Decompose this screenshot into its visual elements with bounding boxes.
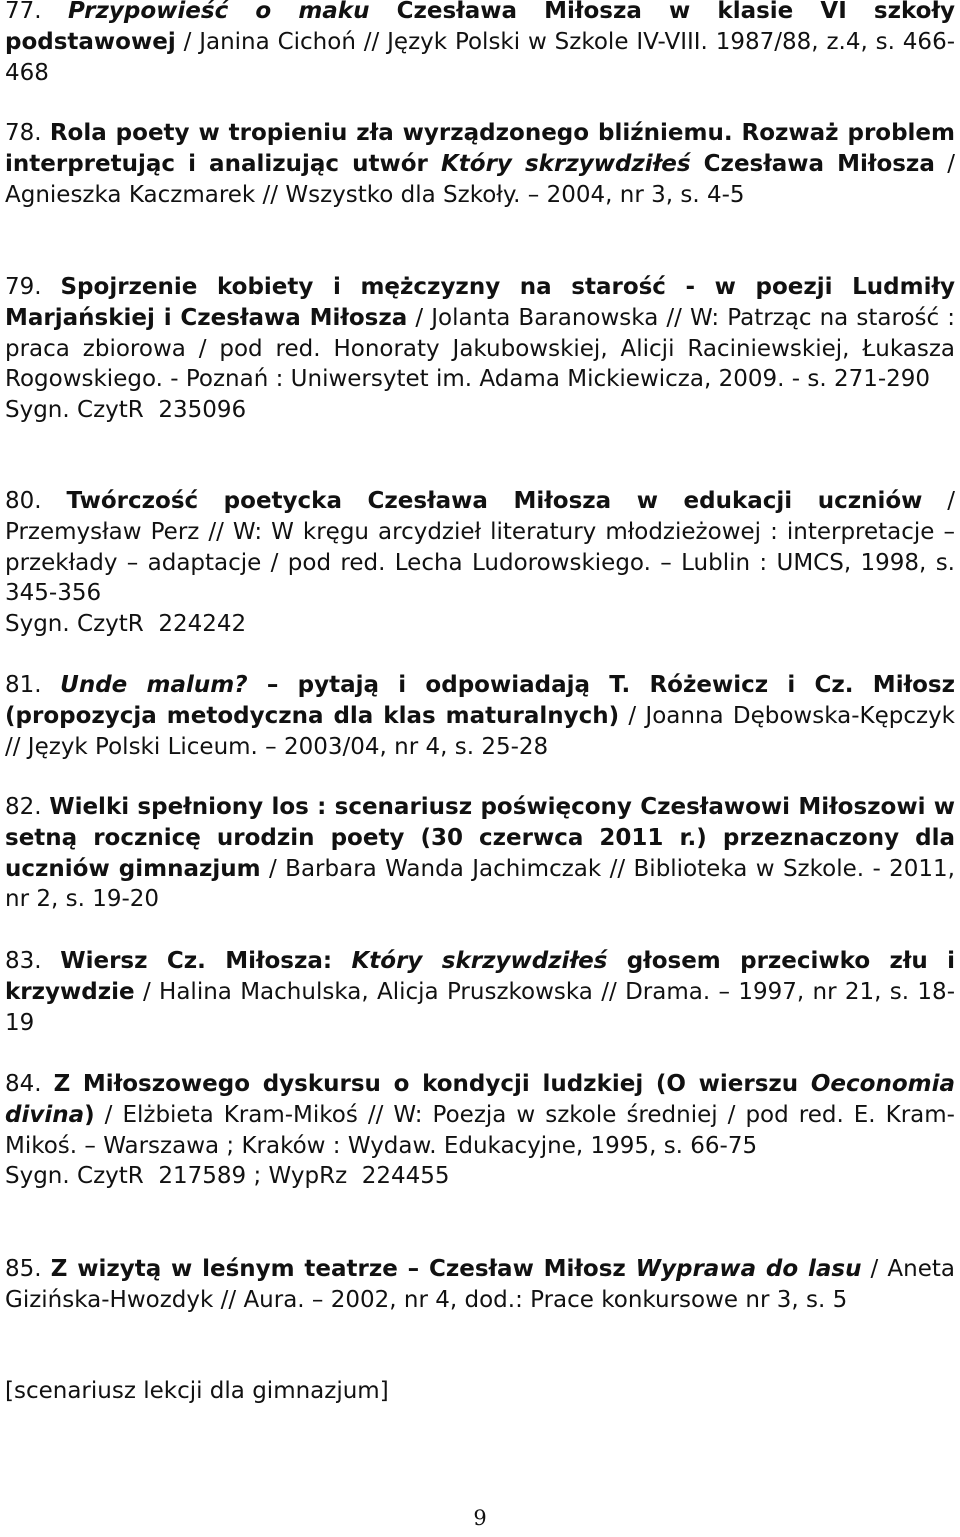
entry-title-italic: Przypowieść o maku [68,0,370,24]
entry-title-italic: Oeconomia divina [5,1071,955,1128]
entry-details: / Elżbieta Kram-Mikoś // W: Poezja w szkole średniej / pod red. E. Kram-Mikoś. – Warszawa ; Kraków : Wydaw. Edukacyjne, 1995, s. 66-75 [5,1101,955,1159]
entry-title: Rola poety w tropieniu zła wyrządzonego bliźniemu. Rozważ problem interpretując i analizując utwór [5,120,955,177]
entry-number: 77. [5,0,42,24]
entry-number: 78. [5,120,42,146]
entry-title: Twórczość poetycka Czesława Miłosza w edukacji uczniów [66,488,923,514]
entry-number: 82. [5,794,42,820]
page-number: 9 [473,1506,487,1530]
bibliography-entry-84 [5,1069,955,1192]
entry-details: / Jolanta Baranowska // W: Patrząc na starość : praca zbiorowa / pod red. Honoraty Jakubowskiej, Alicji Raciniewskiej, Łukasza Rogowskiego. - Poznań : Uniwersytet im. Adama Mickiewicza, 2009. - s. 271-290 [5,304,956,393]
bibliography-entry-83 [5,946,955,1038]
entry-title: – pytają i odpowiadają T. Różewicz i Cz. Miłosz (propozycja metodyczna dla klas maturalnych) [5,672,955,729]
entry-title: Czesława Miłosza w klasie VI szkoły podstawowej [5,0,955,55]
entry-details: / Przemysław Perz // W: W kręgu arcydzieł literatury młodzieżowej : interpretacje – przekłady – adaptacje / pod red. Lecha Ludorowskiego. – Lublin : UMCS, 1998, s. 345-356 [5,488,956,607]
entry-title: Spojrzenie kobiety i mężczyzny na starość - w poezji Ludmiły Marjańskiej i Czesława Miłosza [5,274,956,331]
entry-title-italic: Który skrzywdziłeś [351,948,608,974]
call-number: Sygn. CzytR 217589 ; WypRz 224455 [5,1163,450,1190]
entry-details: / Aneta Gizińska-Hwozdyk // Aura. – 2002, nr 4, dod.: Prace konkursowe nr 3, s. 5 [5,1256,955,1313]
entry-number: 85. [5,1256,42,1282]
entry-title-italic: Unde malum? [60,672,248,698]
bibliography-entry-81 [5,670,955,762]
entry-number: 84. [5,1071,42,1097]
entry-number: 79. [5,274,42,300]
call-number: Sygn. CzytR 235096 [5,397,247,424]
entry-title-cont: głosem przeciwko złu i krzywdzie [5,948,956,1005]
bibliography-entry-79 [5,272,955,426]
entry-details: / Halina Machulska, Alicja Pruszkowska // Drama. – 1997, nr 21, s. 18-19 [5,978,955,1036]
entry-details: / Agnieszka Kaczmarek // Wszystko dla Szkoły. – 2004, nr 3, s. 4-5 [5,150,955,208]
entry-title-cont: Czesława Miłosza [690,150,935,177]
bibliography-entry-77 [5,0,955,88]
entry-title: Wielki spełniony los : scenariusz poświęcony Czesławowi Miłoszowi w setną rocznicę urodzin poety (30 czerwca 2011 r.) przeznaczony dla uczniów gimnazjum [5,794,956,882]
entry-number: 81. [5,672,42,698]
entry-number: 80. [5,488,42,514]
call-number: Sygn. CzytR 224242 [5,611,247,638]
entry-number: 83. [5,948,42,974]
entry-details: / Janina Cichoń // Język Polski w Szkole IV-VIII. 1987/88, z.4, s. 466-468 [5,28,955,86]
bibliography-entry-82 [5,792,955,915]
entry-title-italic: Który skrzywdziłeś [440,150,691,177]
entry-details: / Joanna Dębowska-Kępczyk // Język Polski Liceum. – 2003/04, nr 4, s. 25-28 [5,702,956,760]
bibliography-entry-78 [5,118,955,210]
bibliography-entry-85 [5,1254,955,1316]
bibliography-entry-80 [5,486,955,640]
entry-title: Z wizytą w leśnym teatrze – Czesław Miłosz [50,1256,636,1282]
entry-title-cont: ) [84,1101,95,1128]
entry-note: [scenariusz lekcji dla gimnazjum] [5,1378,389,1404]
entry-title: Wiersz Cz. Miłosza: [60,948,352,974]
entry-title-italic: Wyprawa do lasu [635,1256,862,1282]
entry-title: Z Miłoszowego dyskursu o kondycji ludzkiej (O wierszu [53,1071,811,1097]
entry-details: / Barbara Wanda Jachimczak // Biblioteka w Szkole. - 2011, nr 2, s. 19-20 [5,855,955,913]
